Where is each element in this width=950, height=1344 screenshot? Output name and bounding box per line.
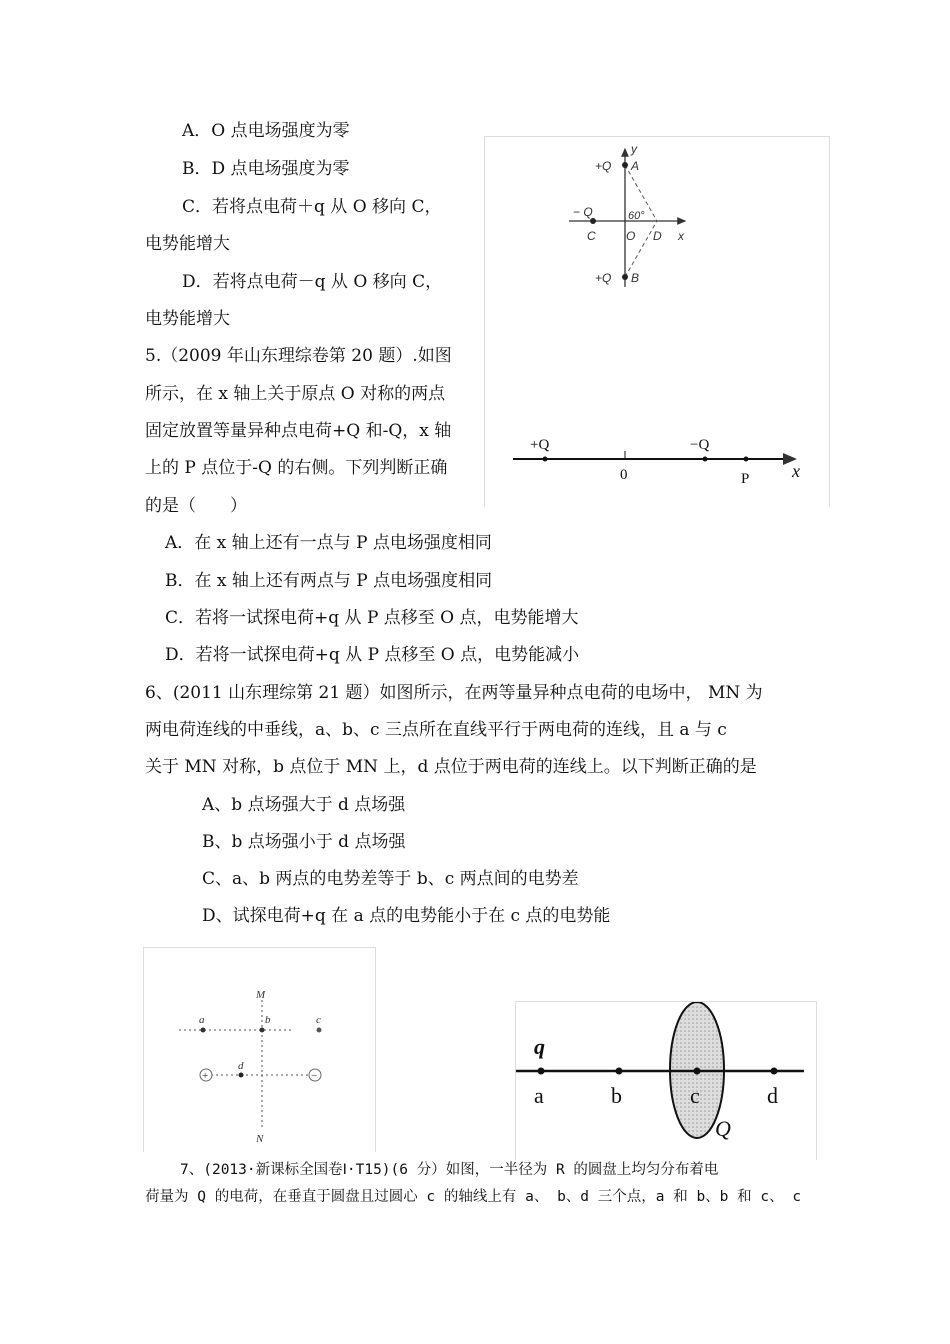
point-d	[771, 1068, 778, 1075]
q4-option-c-cont: 电势能增大	[145, 234, 230, 254]
point-p	[744, 457, 749, 462]
q4-option-c: C．若将点电荷＋q 从 O 移向 C，	[182, 197, 442, 217]
q6-option-c: C、a、b 两点的电势差等于 b、c 两点间的电势差	[202, 869, 579, 889]
label-q: q	[534, 1034, 545, 1059]
q6-stem-line: 两电荷连线的中垂线，a、b、c 三点所在直线平行于两电荷的连线，且 a 与 c	[145, 720, 727, 740]
point-c	[694, 1068, 701, 1075]
label-plus-q: +Q	[595, 271, 612, 285]
point-a	[201, 1028, 206, 1033]
label-x: x	[678, 229, 684, 243]
label-plus-q: +Q	[530, 437, 550, 453]
label-a: a	[534, 1083, 544, 1108]
label-b: b	[265, 1014, 271, 1026]
q7-figure	[515, 1001, 817, 1160]
label-big-q: Q	[715, 1116, 731, 1141]
q6-figure	[143, 947, 376, 1152]
label-b: b	[611, 1083, 622, 1108]
label-y: y	[631, 142, 637, 156]
label-p: P	[741, 471, 750, 487]
label-c: c	[316, 1014, 321, 1026]
charge-minus	[703, 457, 708, 462]
label-minus-q: − Q	[573, 205, 593, 219]
point-d	[239, 1073, 244, 1078]
q4-option-d: D．若将点电荷－q 从 O 移向 C，	[182, 272, 443, 292]
q4-option-a: A．O 点电场强度为零	[182, 121, 350, 141]
label-minus: −	[311, 1070, 318, 1082]
label-c: c	[690, 1083, 700, 1108]
q5-stem-line: 上的 P 点位于-Q 的右侧。下列判断正确	[145, 458, 448, 478]
point-a	[538, 1068, 545, 1075]
q5-stem-line: 的是（ ）	[145, 496, 247, 516]
q6-option-b: B、b 点场强小于 d 点场强	[202, 832, 406, 852]
charge-b	[622, 274, 628, 280]
q5-stem-line: 5.（2009 年山东理综卷第 20 题）.如图	[145, 346, 452, 366]
label-angle: 60°	[628, 210, 645, 222]
label-n: N	[256, 1133, 264, 1145]
q7-stem-line: 荷量为 Q 的电荷，在垂直于圆盘且过圆心 c 的轴线上有 a、 b、d 三个点，a 和 b、b 和 c、 c	[145, 1189, 802, 1205]
label-o: O	[626, 229, 636, 243]
q6-stem-line: 关于 MN 对称，b 点位于 MN 上，d 点位于两电荷的连线上。以下判断正确的是	[145, 757, 757, 777]
q5-option-d: D．若将一试探电荷+q 从 P 点移至 O 点，电势能减小	[165, 645, 580, 665]
q5-option-b: B．在 x 轴上还有两点与 P 点电场强度相同	[165, 571, 493, 591]
q4-option-b: B．D 点电场强度为零	[182, 159, 350, 179]
label-x: x	[792, 461, 800, 481]
q7-stem-line: 7、(2013·新课标全国卷Ⅰ·T15)(6 分）如图，一半径为 R 的圆盘上均匀分布着电	[180, 1162, 719, 1178]
q6-option-d: D、试探电荷+q 在 a 点的电势能小于在 c 点的电势能	[202, 906, 611, 926]
q5-stem-line: 所示，在 x 轴上关于原点 O 对称的两点	[145, 384, 446, 404]
q5-stem-line: 固定放置等量异种点电荷+Q 和-Q，x 轴	[145, 421, 452, 441]
label-c: C	[587, 229, 596, 243]
label-plus-q: +Q	[595, 159, 612, 173]
charge-a	[622, 162, 628, 168]
label-d: D	[653, 229, 662, 243]
label-d: d	[238, 1060, 244, 1072]
label-a: a	[199, 1014, 205, 1026]
label-a: A	[631, 159, 640, 173]
q6-option-a: A、b 点场强大于 d 点场强	[202, 795, 406, 815]
q5-option-c: C．若将一试探电荷+q 从 P 点移至 O 点，电势能增大	[165, 608, 579, 628]
charge-plus	[543, 457, 548, 462]
q6-stem-line: 6、(2011 山东理综第 21 题）如图所示，在两等量异种点电荷的电场中， MN 为	[145, 683, 763, 703]
label-m: M	[256, 989, 266, 1001]
point-c	[317, 1028, 322, 1033]
q4-q5-figure	[484, 136, 830, 507]
q4-option-d-cont: 电势能增大	[145, 309, 230, 329]
point-b	[616, 1068, 623, 1075]
label-plus: +	[202, 1070, 209, 1082]
label-b: B	[631, 271, 640, 285]
label-minus-q: −Q	[690, 437, 710, 453]
label-d: d	[767, 1083, 778, 1108]
label-origin: 0	[620, 467, 628, 483]
q5-option-a: A．在 x 轴上还有一点与 P 点电场强度相同	[165, 533, 492, 553]
point-b	[260, 1028, 265, 1033]
